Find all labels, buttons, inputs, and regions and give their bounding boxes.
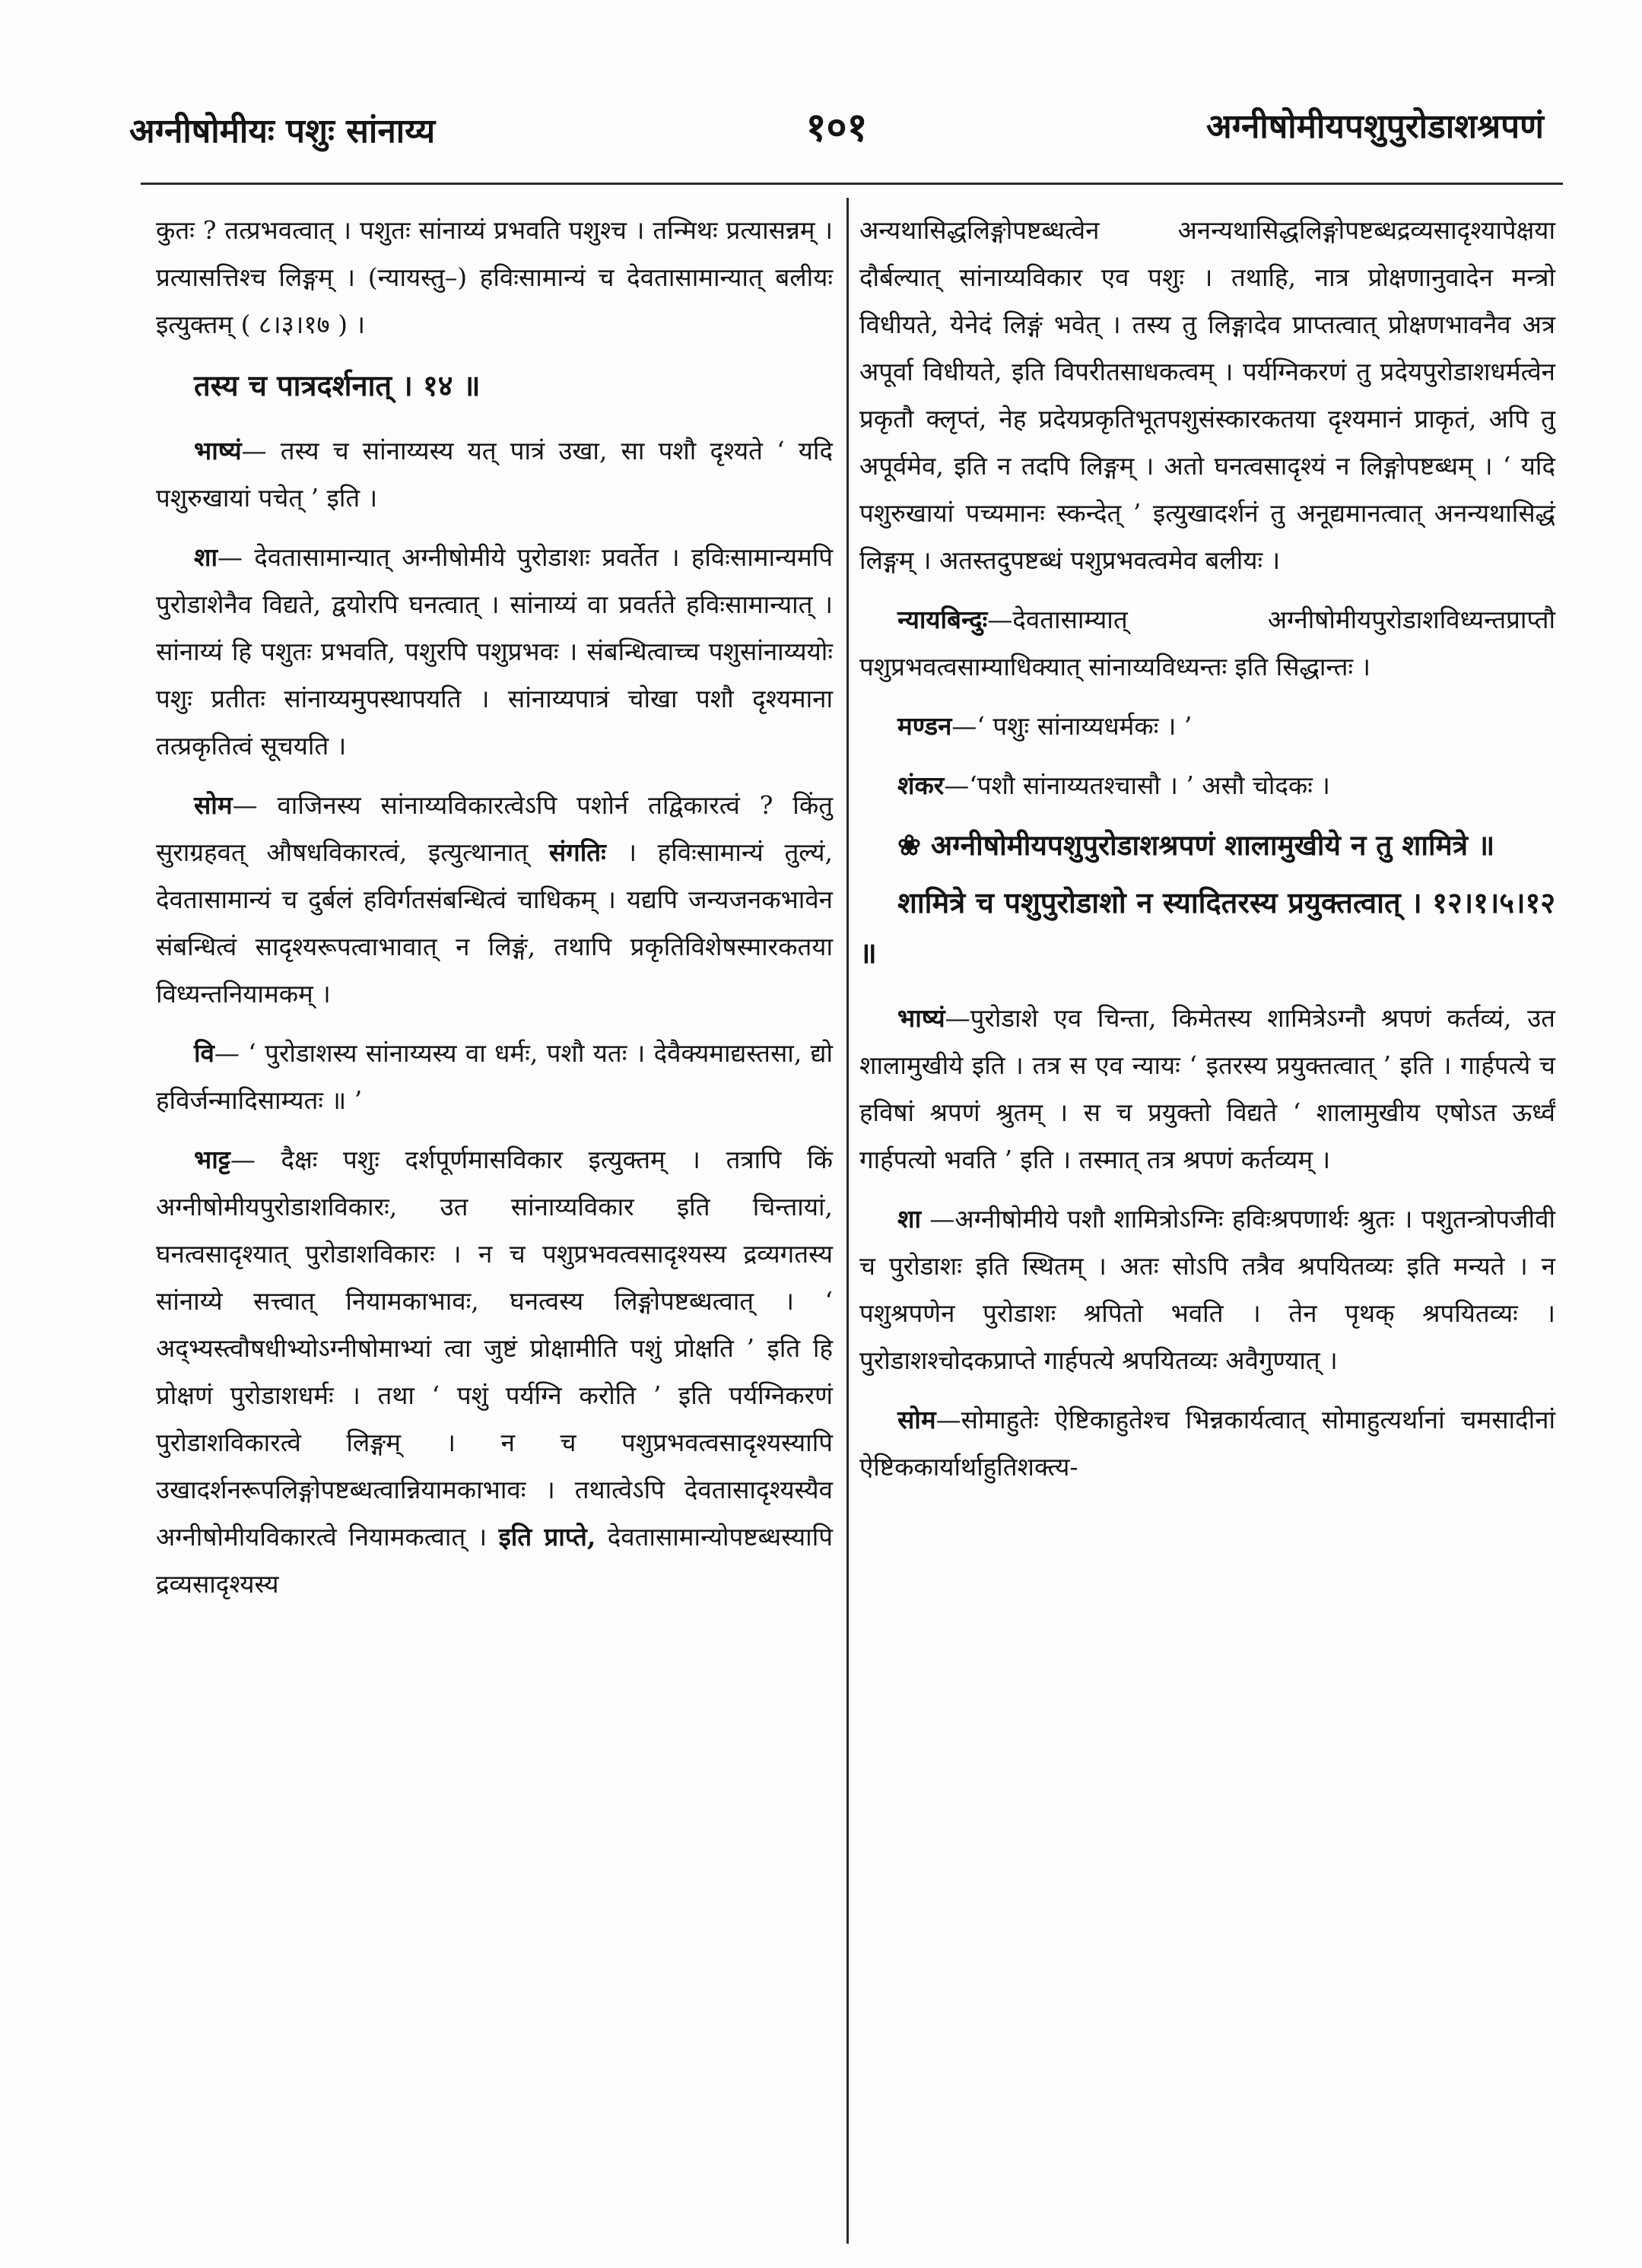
mandana-paragraph	[859, 703, 1555, 750]
sha-label: शा	[194, 542, 218, 572]
bhashya-paragraph	[156, 427, 833, 522]
page-header	[129, 99, 1544, 175]
bhashya-label: भाष्यं	[194, 436, 242, 465]
soma-paragraph	[156, 782, 833, 1018]
bhatta-text: — दैक्षः पशुः दर्शपूर्णमासविकार इत्युक्तम् । तत्रापि किं अग्नीषोमीयपुरोडाशविकारः, उत सांनाय्यविकार इति चिन्तायां, घनत्वसादृश्यात् पुरोडाशविकारः । न च पशुप्रभवत्वसादृश्यस्य द्रव्यगतस्य सांनाय्ये सत्त्वात् नियामकाभावः, घनत्वस्य लिङ्गोपष्टब्धत्वात् । ‘ अद्भ्यस्त्वौषधीभ्योऽग्नीषोमाभ्यां त्वा जुष्टं प्रोक्षामीति पशुं प्रोक्षति ’ इति हि प्रोक्षणं पुरोडाशधर्मः । तथा ‘ पशुं पर्यग्नि करोति ’ इति पर्यग्निकरणं पुरोडाशविकारत्वे लिङ्गम् । न च पशुप्रभवत्वसादृश्यस्यापि उखादर्शनरूपलिङ्गोपष्टब्धत्वान्नियामकाभावः । तथात्वेऽपि देवतासादृश्यस्यैव अग्नीषोमीयविकारत्वे नियामकत्वात् ।	[156, 1145, 833, 1552]
nyayabindu-paragraph	[859, 596, 1555, 691]
bhatta-iti-prapte: इति प्राप्ते,	[498, 1522, 596, 1552]
vi-text: — ‘ पुरोडाशस्य सांनाय्यस्य वा धर्मः, पशौ यतः । देवैक्यमाद्यस्तसा, द्यो हविर्जन्मादिसाम्यतः ॥ ’	[156, 1038, 833, 1115]
soma-text-2: । हविःसामान्यं तुल्यं, देवतासामान्यं च दुर्बलं हविर्गतसंबन्धित्वं चाधिकम् । यद्यपि जन्यजनकभावेन संबन्धित्वं सादृश्यरूपत्वाभावात् न लिङ्गं, तथापि प्रकृतिविशेषस्मारकतया विध्यन्तनियामकम् ।	[156, 837, 834, 1009]
shankara-label: शंकर	[897, 770, 945, 800]
soma-text: — वाजिनस्य सांनाय्यविकारत्वेऽपि पशोर्न तद्विकारत्वं ? किंतु सुराग्रहवत् औषधविकारत्वं, इत्युत्थानात्	[156, 790, 833, 867]
sutra-14: तस्य च पात्रदर्शनात् । १४ ॥	[194, 368, 481, 402]
sha-text-2: —अग्नीषोमीये पशौ शामित्रोऽग्निः हविःश्रपणार्थः श्रुतः । पशुतन्त्रोपजीवी च पुरोडाशः इति स्थितम् । अतः सोऽपि तत्रैव श्रपयितव्यः इति मन्यते । न पशुश्रपणेन पुरोडाशः श्रपितो भवति । तेन पृथक् श्रपयितव्यः । पुरोडाशश्चोदकप्राप्ते गार्हपत्ये श्रपयितव्यः अवैगुण्यात् ।	[859, 1204, 1555, 1375]
left-column	[156, 207, 833, 1620]
soma-label-2: सोम	[897, 1405, 936, 1434]
right-column	[859, 207, 1555, 1503]
shastradipika-paragraph	[156, 534, 833, 770]
bhashya-text-2: —पुरोडाशे एव चिन्ता, किमेतस्य शामित्रेऽग्नौ श्रपणं कर्तव्यं, उत शालामुखीये इति । तत्र स एव न्यायः ‘ इतरस्य प्रयुक्तत्वात् ’ इति । गार्हपत्ये च हविषां श्रपणं श्रुतम् । स च प्रयुक्तो विद्यते ‘ शालामुखीय एषोऽत ऊर्ध्वं गार्हपत्यो भवति ’ इति । तस्मात् तत्र श्रपणं कर्तव्यम् ।	[859, 1003, 1555, 1174]
shankara-paragraph	[859, 762, 1555, 809]
sutra-12-1-5-12: शामित्रे च पशुपुरोडाशो न स्यादितरस्य प्रयुक्तत्वात् । १२।१।५।१२ ॥	[859, 885, 1555, 970]
mandana-label: मण्डन	[897, 711, 952, 741]
soma-label: सोम	[194, 790, 233, 820]
vi-paragraph	[156, 1030, 833, 1124]
sha-label-2: शा	[897, 1204, 921, 1234]
shastradipika-paragraph-2	[859, 1196, 1555, 1384]
nyayabindu-text: —देवतासाम्यात् अग्नीषोमीयपुरोडाशविध्यन्तप्राप्तौ पशुप्रभवत्वसाम्याधिक्यात् सांनाय्यविध्यन्तः इति सिद्धान्तः ।	[859, 605, 1555, 681]
soma-text-right: —सोमाहुतेः ऐष्टिकाहुतेश्च भिन्नकार्यत्वात् सोमाहुत्यर्थानां चमसादीनां ऐष्टिककार्यार्थाहुतिशक्त्य-	[859, 1405, 1555, 1482]
bhatta-label: भाट्ट	[194, 1145, 230, 1174]
sha-text: — देवतासामान्यात् अग्नीषोमीये पुरोडाशः प्रवर्तेत । हविःसामान्यमपि पुरोडाशेनैव विद्यते, द्वयोरपि घनत्वात् । सांनाय्यं वा प्रवर्तते हविःसामान्यात् । सांनाय्यं हि पशुतः प्रभवति, पशुरपि पशुप्रभवः । संबन्धित्वाच्च पशुसांनाय्ययोः पशुः प्रतीतः सांनाय्यमुपस्थापयति । सांनाय्यपात्रं चोखा पशौ दृश्यमाना तत्प्रकृतित्वं सूचयति ।	[156, 542, 833, 761]
adhikarana-heading	[859, 821, 1555, 869]
nyayabindu-label: न्यायबिन्दुः	[897, 605, 988, 634]
bhatta-tail: देवतासामान्योपष्टब्धस्यापि द्रव्यसादृश्यस्य	[156, 1522, 833, 1599]
running-head-right: अग्नीषोमीयपशुपुरोडाशश्रपणं	[1206, 107, 1544, 146]
right-paragraph-continuation: अन्यथासिद्धलिङ्गोपष्टब्धत्वेन अनन्यथासिद्धलिङ्गोपष्टब्धद्रव्यसादृश्यापेक्षया दौर्बल्यात् सांनाय्यविकार एव पशुः । तथाहि, नात्र प्रोक्षणानुवादेन मन्त्रो विधीयते, येनेदं लिङ्गं भवेत् । तस्य तु लिङ्गादेव प्राप्तत्वात् प्रोक्षणभावनैव अत्र अपूर्वा विधीयते, इति विपरीतसाधकत्वम् । पर्यग्निकरणं तु प्रदेयपुरोडाशधर्मत्वेन प्रकृतौ क्लृप्तं, नेह प्रदेयप्रकृतिभूतपशुसंस्कारकतया दृश्यमानं प्राकृतं, अपि तु अपूर्वमेव, इति न तदपि लिङ्गम् । अतो घनत्वसादृश्यं न लिङ्गोपष्टब्धम् । ‘ यदि पशुरुखायां पच्यमानः स्कन्देत् ’ इत्युखादर्शनं तु अनूद्यमानत्वात् अनन्यथासिद्धं लिङ्गम् । अतस्तदुपष्टब्धं पशुप्रभवत्वमेव बलीयः ।	[859, 215, 1555, 575]
vi-label: वि	[194, 1038, 214, 1068]
bhashya-text: — तस्य च सांनाय्यस्य यत् पात्रं उखा, सा पशौ दृश्यते ‘ यदि पशुरुखायां पचेत् ’ इति ।	[156, 436, 833, 513]
running-head-left: अग्नीषोमीयः पशुः सांनाय्य	[129, 112, 436, 151]
header-rule	[141, 183, 1563, 185]
adhikarana-title: अग्नीषोमीयपशुपुरोडाशश्रपणं शालामुखीये न तु शामित्रे ॥	[930, 828, 1495, 862]
soma-paragraph-2	[859, 1396, 1555, 1491]
soma-sangati: संगतिः	[548, 837, 606, 867]
mandana-text: —‘ पशुः सांनाय्यधर्मकः । ’	[951, 711, 1193, 741]
left-paragraph-intro: कुतः ? तत्प्रभवत्वात् । पशुतः सांनाय्यं प्रभवति पशुश्च । तन्मिथः प्रत्यासन्नम् । प्रत्यासत्तिश्च लिङ्गम् । (न्यायस्तु–) हविःसामान्यं च देवतासामान्यात् बलीयः इत्युक्तम् ( ८।३।१७ ) ।	[156, 215, 833, 339]
bhatta-paragraph	[156, 1136, 833, 1608]
column-divider	[846, 198, 849, 2244]
flower-icon: ❀	[897, 828, 922, 862]
page-number: १०१	[805, 104, 868, 151]
bhashya-label-2: भाष्यं	[897, 1003, 945, 1033]
bhashya-paragraph-2	[859, 995, 1555, 1183]
shankara-text: —‘पशौ सांनाय्यतश्चासौ । ’ असौ चोदकः ।	[944, 770, 1330, 800]
